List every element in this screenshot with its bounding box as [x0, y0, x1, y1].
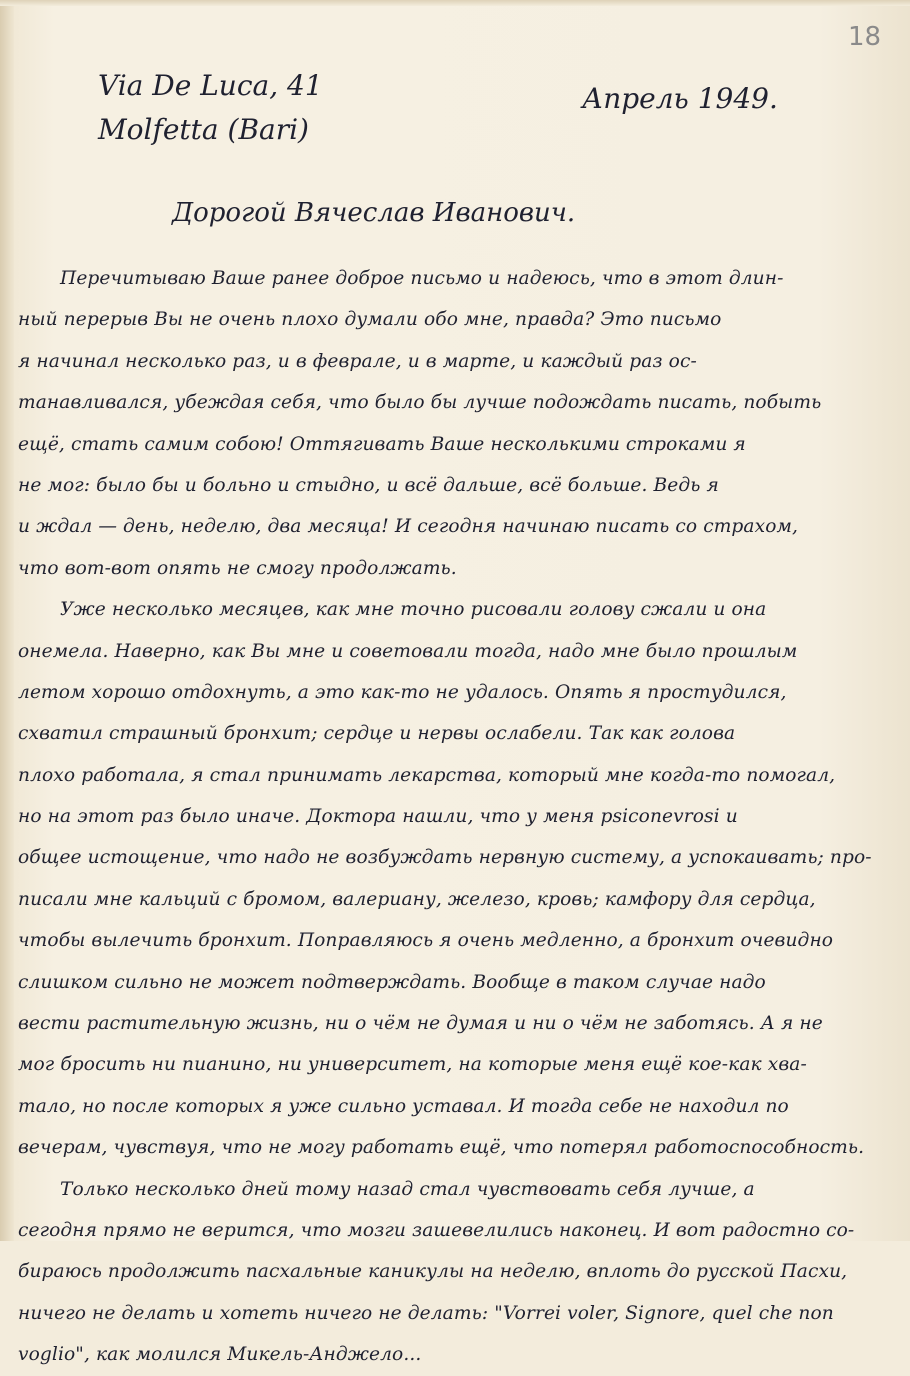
body-line: и ждал — день, неделю, два месяца! И сегодня начинаю писать со страхом,	[18, 516, 799, 538]
body-line: но на этот раз было иначе. Доктора нашли, что у меня psiconevrosi и	[18, 806, 738, 828]
address-city: Molfetta (Bari)	[98, 113, 309, 146]
salutation: Дорогой Вячеслав Иванович.	[172, 198, 576, 228]
paper-top-edge	[0, 0, 910, 6]
body-line: вечерам, чувствуя, что не могу работать ещё, что потерял работоспособность.	[18, 1137, 865, 1159]
sender-address	[98, 64, 323, 152]
body-line: Уже несколько месяцев, как мне точно рисовали голову сжали и она	[60, 599, 767, 621]
letter-date: Апрель 1949.	[582, 82, 778, 115]
body-line: Только несколько дней тому назад стал чувствовать себя лучше, а	[60, 1178, 755, 1200]
address-street: Via De Luca, 41	[98, 69, 323, 102]
body-line: тало, но после которых я уже сильно уставал. И тогда себе не находил по	[18, 1095, 789, 1117]
letter-body	[18, 258, 888, 1376]
body-line: танавливался, убеждая себя, что было бы лучше подождать писать, побыть	[18, 392, 822, 414]
body-line: чтобы вылечить бронхит. Поправляюсь я очень медленно, а бронхит очевидно	[18, 930, 834, 952]
body-line: мог бросить ни пианино, ни университет, на которые меня ещё кое-как хва-	[18, 1054, 807, 1076]
body-line: не мог: было бы и больно и стыдно, и всё дальше, всё больше. Ведь я	[18, 474, 719, 496]
body-line: voglio", как молился Микель-Анджело...	[18, 1344, 422, 1366]
body-line: сегодня прямо не верится, что мозги зашевелились наконец. И вот радостно со-	[18, 1219, 855, 1241]
body-line: слишком сильно не может подтверждать. Вообще в таком случае надо	[18, 971, 766, 993]
body-line: я начинал несколько раз, и в феврале, и в марте, и каждый раз ос-	[18, 350, 697, 372]
body-line: писали мне кальций с бромом, валериану, железо, кровь; камфору для сердца,	[18, 888, 816, 910]
body-line: общее истощение, что надо не возбуждать нервную систему, а успокаивать; про-	[18, 847, 872, 869]
body-line: ещё, стать самим собою! Оттягивать Ваше несколькими строками я	[18, 433, 746, 455]
body-line: плохо работала, я стал принимать лекарства, который мне когда-то помогал,	[18, 764, 836, 786]
body-line: ничего не делать и хотеть ничего не делать: "Vorrei voler, Signore, quel che non	[18, 1302, 834, 1324]
body-line: схватил страшный бронхит; сердце и нервы ослабели. Так как голова	[18, 723, 736, 745]
body-line: бираюсь продолжить пасхальные каникулы на неделю, вплоть до русской Пасхи,	[18, 1261, 848, 1283]
body-line: что вот-вот опять не смогу продолжать.	[18, 557, 457, 579]
body-line: Перечитываю Ваше ранее доброе письмо и надеюсь, что в этот длин-	[60, 268, 784, 289]
page-number: 18	[848, 22, 882, 52]
paper-left-edge	[0, 0, 14, 1241]
body-line: вести растительную жизнь, ни о чём не думая и ни о чём не заботясь. А я не	[18, 1013, 823, 1035]
body-line: онемела. Наверно, как Вы мне и советовали тогда, надо мне было прошлым	[18, 640, 798, 662]
body-line: летом хорошо отдохнуть, а это как-то не удалось. Опять я простудился,	[18, 681, 787, 703]
body-line: ный перерыв Вы не очень плохо думали обо мне, правда? Это письмо	[18, 309, 722, 331]
